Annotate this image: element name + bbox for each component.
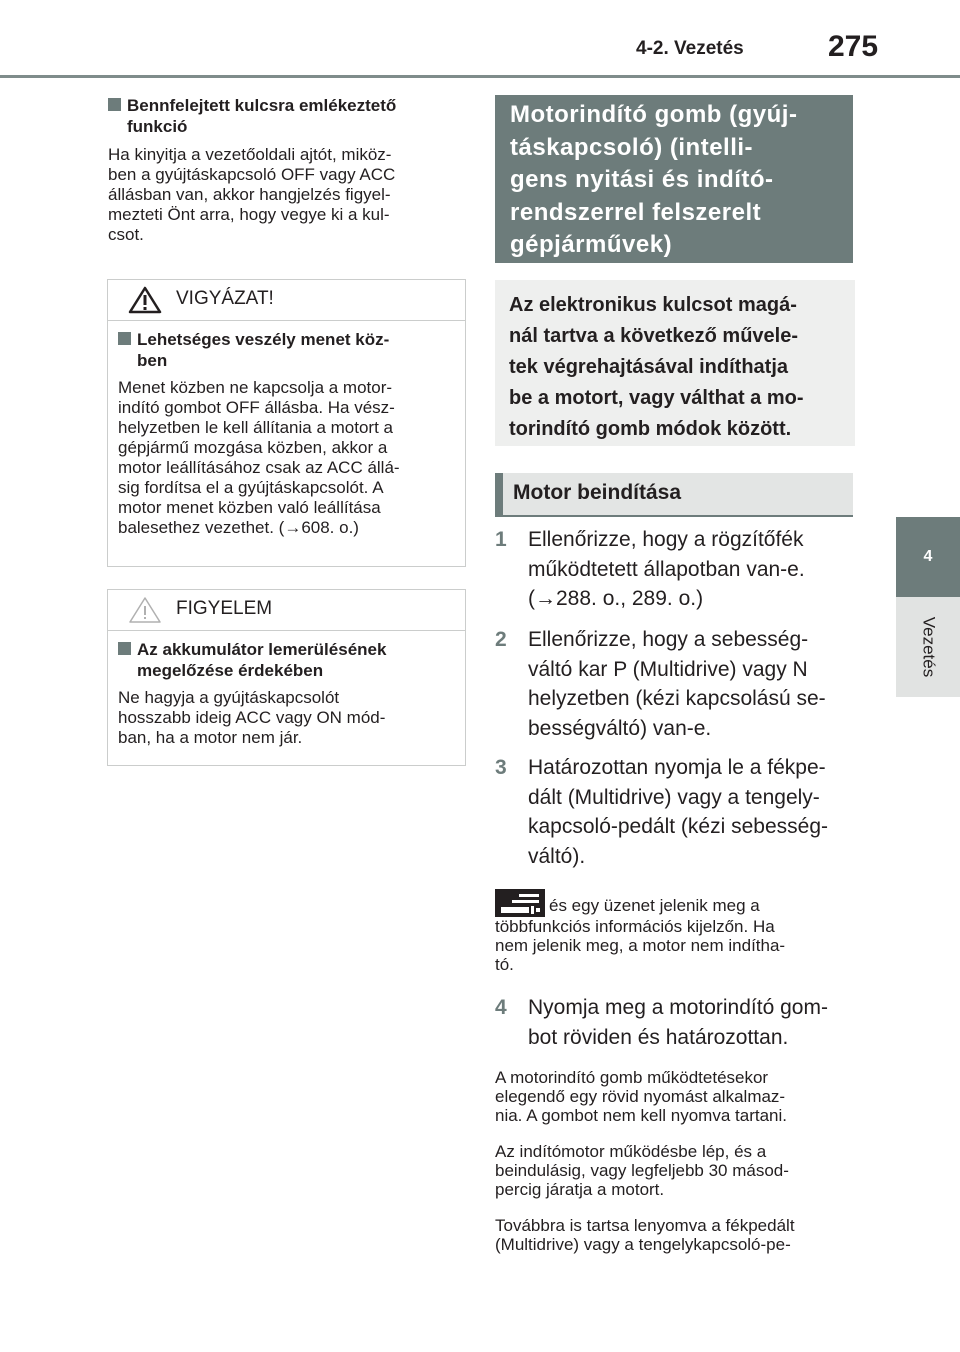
reminder-body: Ha kinyitja a vezetőoldali ajtót, miköz- ben a gyújtáskapcsoló OFF vagy ACC állásban van, akkor hangjelzés figyel- mezteti Önt arra, hogy vegye ki a kul- csot. (108, 145, 396, 244)
square-bullet-icon (108, 98, 121, 111)
notice-triangle-icon (128, 596, 162, 624)
warning-triangle-icon (128, 286, 162, 314)
step-1: 1 Ellenőrizze, hogy a rögzítőfék működtetett állapotban van-e. (→288. o., 289. o.) (495, 525, 848, 614)
step-2: 2 Ellenőrizze, hogy a sebesség- váltó kar P (Multidrive) vagy N helyzetben (kézi kapcsolású se- bességváltó) van-e. (495, 625, 848, 743)
notice-header (108, 590, 465, 631)
caution-body: Menet közben ne kapcsolja a motor- indító gombot OFF állásba. Ha vész- helyzetben le kell állítania a motort a gépjármű mozgása közben, akkor a motor leállításához csak az ACC állá- sig fordítsa el a gyújtáskapcsolót. A motor menet közben való leállítása balesethez vezethet. (→608. o.) (118, 378, 400, 537)
page-number: 275 (828, 30, 879, 63)
indicator-note: és egy üzenet jelenik meg a többfunkciós információs kijelzőn. Ha nem jelenik meg, a motor nem indítha- tó. (495, 889, 855, 974)
step-4: 4 Nyomja meg a motorindító gom- bot röviden és határozottan. (495, 993, 848, 1052)
notice-body: Ne hagyja a gyújtáskapcsolót hosszabb ideig ACC vagy ON mód- ban, ha a motor nem jár. (118, 688, 386, 747)
step-3: 3 Határozottan nyomja le a fékpe- dált (Multidrive) vagy a tengely- kapcsoló-pedált (kézi sebesség- váltó). (495, 753, 848, 871)
note-button-press: A motorindító gomb működtetésekor elegendő egy rövid nyomást alkalmaz- nia. A gombot nem kell nyomva tartani. (495, 1068, 787, 1125)
notice-box (107, 589, 466, 766)
section-heading: Motor beindítása (495, 473, 853, 517)
square-bullet-icon (118, 642, 131, 655)
reminder-section (108, 95, 458, 245)
caution-header (108, 280, 465, 321)
caution-heading: Lehetséges veszély menet köz- ben (118, 329, 455, 371)
engine-indicator-icon (495, 889, 545, 917)
step-number: 4 (495, 996, 507, 1019)
chapter-tab-number: 4 (896, 517, 960, 597)
note-continue: Továbbra is tartsa lenyomva a fékpedált (Multidrive) vagy a tengelykapcsoló-pe- (495, 1216, 795, 1254)
note-starter: Az indítómotor működésbe lép, és a beindulásig, vagy legfeljebb 30 másod- percig járatja a motort. (495, 1142, 789, 1199)
notice-heading: Az akkumulátor lemerülésének megelőzése érdekében (118, 639, 455, 681)
intro-box: Az elektronikus kulcsot magá- nál tartva a következő művele- tek végrehajtásával indíthatja be a motort, vagy válthat a mo- torindító gomb módok között. (495, 280, 855, 446)
notice-title: FIGYELEM (176, 598, 273, 619)
section-title: 4-2. Vezetés (636, 38, 744, 59)
chapter-tab-label: Vezetés (919, 616, 938, 678)
reminder-heading: Bennfelejtett kulcsra emlékeztető funkció (108, 95, 458, 137)
square-bullet-icon (118, 332, 131, 345)
caution-title: VIGYÁZAT! (176, 288, 274, 309)
page-title-box: Motorindító gomb (gyúj- táskapcsoló) (intelli- gens nyitási és indító- rendszerrel felszerelt gépjárművek) (495, 95, 853, 263)
header-rule (0, 75, 960, 78)
step-number: 2 (495, 628, 507, 651)
caution-box (107, 279, 466, 567)
step-number: 1 (495, 528, 507, 551)
step-number: 3 (495, 756, 507, 779)
